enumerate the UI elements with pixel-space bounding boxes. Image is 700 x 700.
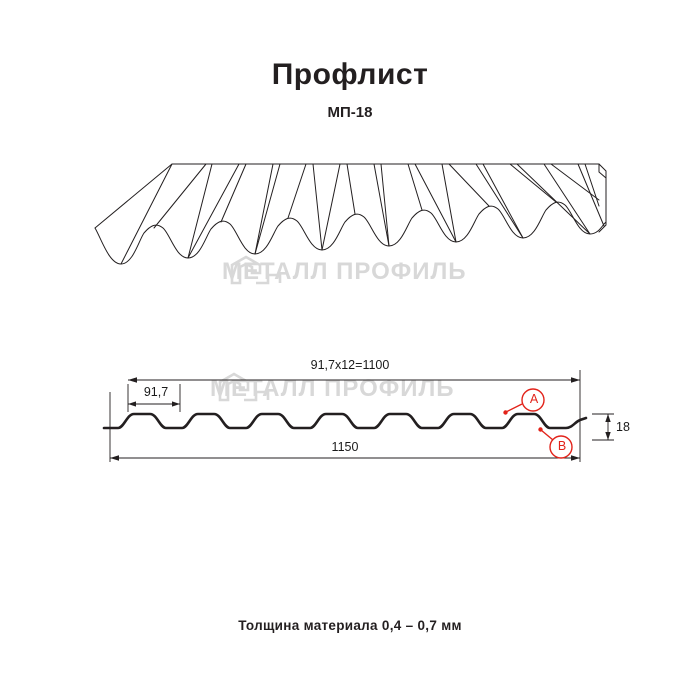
dimension-total-width: 1150 bbox=[331, 440, 359, 454]
dimension-height: 18 bbox=[616, 420, 630, 434]
page-title: Профлист bbox=[271, 58, 429, 91]
dimension-working-width: 91,7х12=1100 bbox=[310, 358, 390, 372]
material-thickness-note: Толщина материала 0,4 – 0,7 мм bbox=[238, 618, 462, 633]
watermark-text-bottom: МЕТАЛЛ ПРОФИЛЬ bbox=[210, 375, 455, 402]
callout-label-b: B bbox=[557, 439, 567, 453]
dimension-rib-pitch: 91,7 bbox=[143, 385, 169, 399]
watermark-text-top: МЕТАЛЛ ПРОФИЛЬ bbox=[222, 258, 467, 285]
model-subtitle: МП-18 bbox=[327, 104, 373, 121]
callout-label-a: A bbox=[529, 392, 539, 406]
